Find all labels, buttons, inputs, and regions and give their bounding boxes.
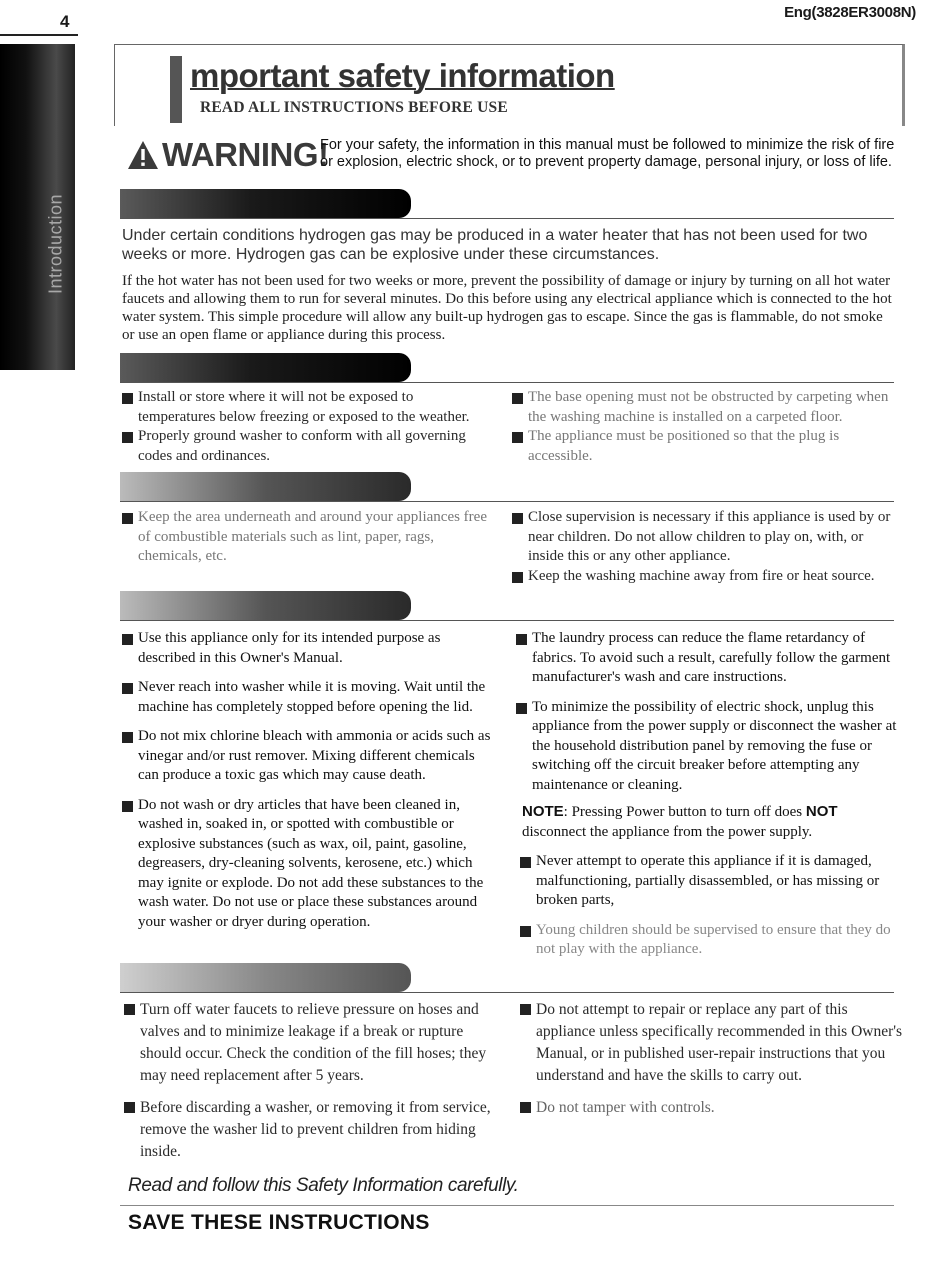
power-note [522, 803, 898, 842]
page-number: 4 [60, 12, 70, 31]
list-item: Before discarding a washer, or removing it from service, remove the washer lid to prevent children from hiding inside. [124, 1097, 502, 1163]
section-rule [120, 218, 894, 219]
section-bar-area [120, 472, 411, 501]
note-text-post: disconnect the appliance from the power supply. [522, 823, 813, 840]
warning-triangle-icon [126, 138, 160, 172]
maintenance-left-list [124, 999, 502, 1163]
section-rule [120, 620, 894, 621]
list-item: Young children should be supervised to ensure that they do not play with the appliance. [520, 921, 898, 960]
hydrogen-body: If the hot water has not been used for two weeks or more, prevent the possibility of damage or injury by turning on all hot water faucets and allowing them to run for several minutes. Do this before using any electrical appliance which is connected to the hot water system. This simple procedure will allow any built-up hydrogen gas to escape. Since the gas is flammable, do not smoke or use an open flame or appliance during this process. [122, 273, 892, 343]
section-rule [120, 382, 894, 383]
note-emphasis: NOT [805, 803, 838, 820]
list-item: Do not attempt to repair or replace any part of this appliance unless specifically recommended in this Owner's Manual, or in published user-repair instructions that you understand and have the skills to carry out. [520, 999, 905, 1087]
section-rule [120, 992, 894, 993]
warning-label: WARNING! [162, 136, 329, 173]
list-item: Keep the area underneath and around your appliances free of combustible materials such as lint, paper, rags, chemicals, etc. [122, 508, 497, 567]
list-item: Close supervision is necessary if this appliance is used by or near children. Do not allow children to play on, with, or inside this or any other appliance. [512, 508, 892, 567]
list-item: Never reach into washer while it is moving. Wait until the machine has completely stopped before opening the lid. [122, 678, 497, 717]
section-rule [120, 501, 894, 502]
list-item: Keep the washing machine away from fire or heat source. [512, 567, 892, 587]
list-item: Turn off water faucets to relieve pressure on hoses and valves and to minimize leakage if a break or rupture should occur. Check the condition of the fill hoses; they may need replacement after 5 years. [124, 999, 502, 1087]
section-bar-hydrogen [120, 189, 411, 218]
maintenance-right-list [520, 999, 905, 1119]
section-bar-operation [120, 591, 411, 620]
area-left-list [122, 508, 497, 567]
note-text-pre: : Pressing Power button to turn off does [563, 804, 806, 820]
list-item: Do not tamper with controls. [520, 1097, 905, 1119]
area-right-list [512, 508, 892, 586]
section-bar-maintenance [120, 963, 411, 992]
operation-right-list [516, 629, 898, 960]
operation-left-list [122, 629, 497, 932]
note-label: NOTE [522, 803, 564, 820]
header-rule [0, 34, 78, 36]
page-subtitle: READ ALL INSTRUCTIONS BEFORE USE [200, 99, 508, 116]
list-item: Properly ground washer to conform with all governing codes and ordinances. [122, 427, 492, 466]
installation-left-list [122, 388, 492, 466]
list-item: The laundry process can reduce the flame retardancy of fabrics. To avoid such a result, carefully follow the garment manufacturer's wash and care instructions. [516, 629, 898, 688]
title-rest: mportant safety information [190, 57, 615, 94]
title-initial-bar [170, 56, 182, 123]
side-tab-label: Introduction [45, 193, 66, 295]
installation-right-list [512, 388, 892, 466]
warning-text: For your safety, the information in this manual must be followed to minimize the risk of fire or explosion, electric shock, or to prevent property damage, personal injury, or loss of life. [320, 137, 895, 170]
list-item: Never attempt to operate this appliance if it is damaged, malfunctioning, partially disassembled, or has missing or broken parts, [520, 852, 898, 911]
page-title [190, 57, 615, 95]
footer-reminder: Read and follow this Safety Information carefully. [128, 1175, 519, 1196]
list-item: The appliance must be positioned so that the plug is accessible. [512, 427, 892, 466]
save-instructions: SAVE THESE INSTRUCTIONS [128, 1211, 430, 1234]
footer-rule [120, 1205, 894, 1206]
warning-heading [126, 136, 328, 174]
section-bar-installation [120, 353, 411, 382]
side-tab [0, 44, 75, 370]
list-item: Use this appliance only for its intended purpose as described in this Owner's Manual. [122, 629, 497, 668]
list-item: The base opening must not be obstructed by carpeting when the washing machine is installed on a carpeted floor. [512, 388, 892, 427]
list-item: Install or store where it will not be exposed to temperatures below freezing or exposed to the weather. [122, 388, 492, 427]
document-code: Eng(3828ER3008N) [784, 4, 916, 21]
list-item: Do not mix chlorine bleach with ammonia or acids such as vinegar and/or rust remover. Mixing different chemicals can produce a toxic gas which may cause death. [122, 727, 497, 786]
list-item: Do not wash or dry articles that have been cleaned in, washed in, soaked in, or spotted with combustible or explosive substances (such as wax, oil, paint, gasoline, degreasers, dry-cleaning solvents, kerosene, etc.) which may ignite or explode. Do not add these substances to the wash water. Do not use or place these substances around your washer or dryer during operation. [122, 796, 497, 933]
hydrogen-intro: Under certain conditions hydrogen gas may be produced in a water heater that has not been used for two weeks or more. Hydrogen gas can be explosive under these circumstances. [122, 227, 868, 263]
list-item: To minimize the possibility of electric shock, unplug this appliance from the power supply or disconnect the washer at the household distribution panel by removing the fuse or switching off the circuit breaker before attempting any maintenance or cleaning. [516, 698, 898, 796]
